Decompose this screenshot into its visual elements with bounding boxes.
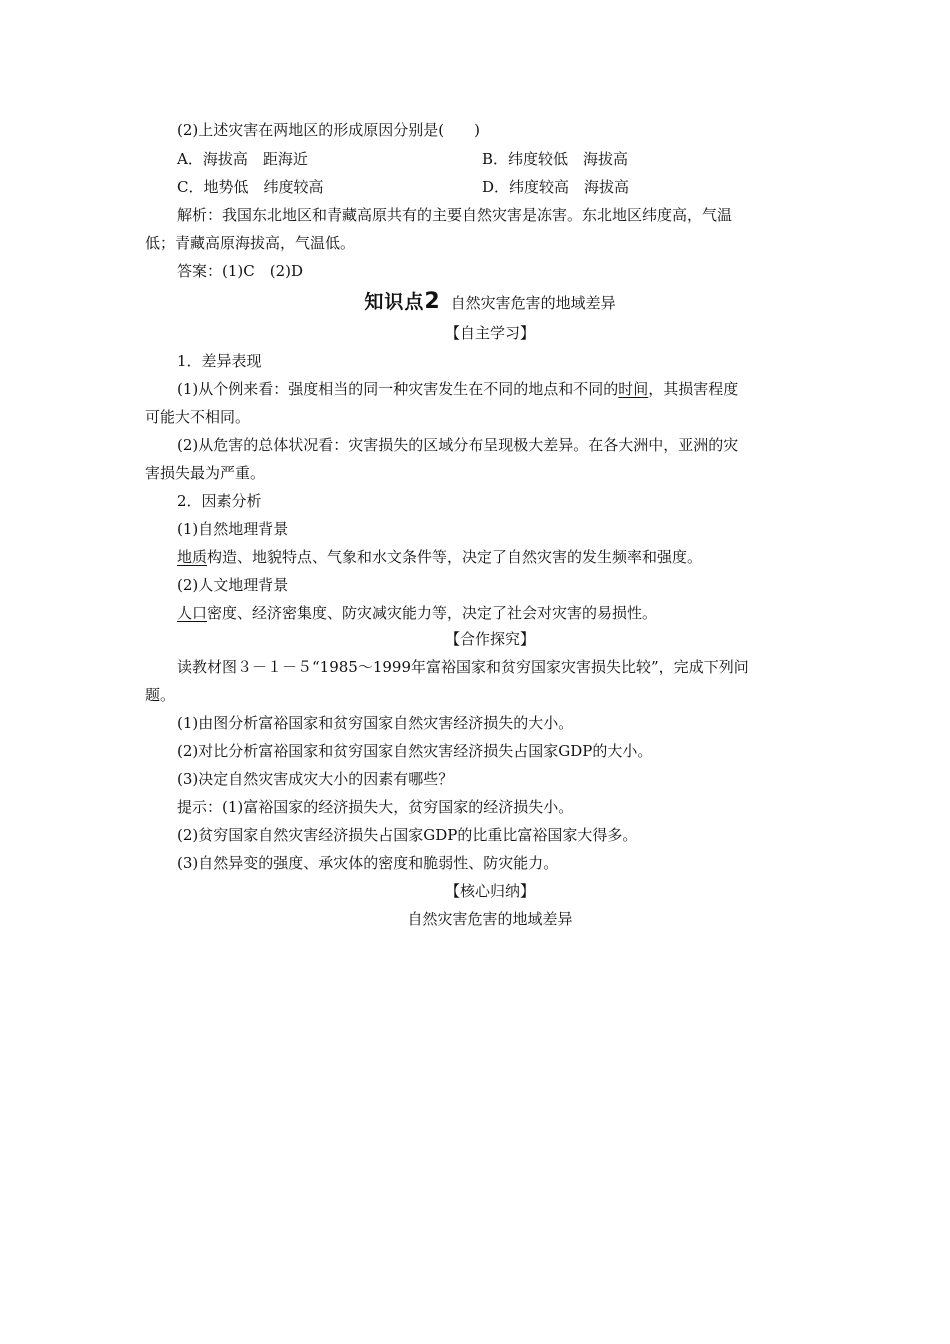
- item2-2-text: 人口密度、经济密集度、防灾减灾能力等，决定了社会对灾害的易损性。: [177, 604, 658, 622]
- cooperation-intro-line1: 读教材图３－１－５“1985～1999年富裕国家和贫穷国家灾害损失比较”，完成下列问: [177, 658, 749, 676]
- cooperation-intro-line2: 题。: [145, 686, 176, 704]
- underlined-term-population: 人口: [177, 604, 208, 622]
- item1-2-line2: 害损失最为严重。: [145, 464, 266, 482]
- item2-1-title: (1)自然地理背景: [177, 520, 289, 538]
- cooperation-heading: 【合作探究】: [444, 630, 535, 648]
- cooperation-q2: (2)对比分析富裕国家和贫穷国家自然灾害经济损失占国家GDP的大小。: [177, 742, 653, 760]
- section-number: 2: [424, 289, 441, 314]
- hint-line1: 提示：(1)富裕国家的经济损失大，贫穷国家的经济损失小。: [177, 798, 574, 816]
- item2-1-text: 地质构造、地貌特点、气象和水文条件等，决定了自然灾害的发生频率和强度。: [177, 548, 703, 566]
- option-b: B．纬度较低 海拔高: [482, 150, 629, 168]
- answer-line: 答案：(1)C (2)D: [177, 262, 303, 280]
- cooperation-q1: (1)由图分析富裕国家和贫穷国家自然灾害经济损失的大小。: [177, 714, 574, 732]
- cooperation-q3: (3)决定自然灾害成灾大小的因素有哪些？: [177, 770, 454, 788]
- item1-title: 1．差异表现: [177, 352, 262, 370]
- question2-stem: (2)上述灾害在两地区的形成原因分别是( ): [177, 121, 480, 139]
- item1-2-line1: (2)从危害的总体状况看：灾害损失的区域分布呈现极大差异。在各大洲中，亚洲的灾: [177, 436, 739, 454]
- hint-line2: (2)贫穷国家自然灾害经济损失占国家GDP的比重比富裕国家大得多。: [177, 826, 638, 844]
- underlined-term-geology: 地质: [177, 548, 208, 566]
- section-subtitle: 自然灾害危害的地域差异: [450, 294, 616, 312]
- option-d: D．纬度较高 海拔高: [482, 178, 630, 196]
- item1-1-line2: 可能大不相同。: [145, 408, 251, 426]
- core-title: 自然灾害危害的地域差异: [407, 910, 573, 928]
- analysis-line-1: 解析：我国东北地区和青藏高原共有的主要自然灾害是冻害。东北地区纬度高，气温: [177, 206, 733, 224]
- item1-1-line1: (1)从个例来看：强度相当的同一种灾害发生在不同的地点和不同的时间，其损害程度: [177, 380, 739, 398]
- core-heading: 【核心归纳】: [444, 882, 535, 900]
- hint-line3: (3)自然异变的强度、承灾体的密度和脆弱性、防灾能力。: [177, 854, 559, 872]
- item2-title: 2．因素分析: [177, 492, 262, 510]
- item2-2-title: (2)人文地理背景: [177, 576, 289, 594]
- self-study-heading: 【自主学习】: [444, 324, 535, 342]
- option-a: A．海拔高 距海近: [177, 150, 308, 168]
- section-label: 知识点: [364, 291, 425, 313]
- option-c: C．地势低 纬度较高: [177, 178, 324, 196]
- analysis-line-2: 低；青藏高原海拔高，气温低。: [145, 234, 356, 252]
- section-heading: [145, 289, 835, 316]
- underlined-term-time: 时间: [618, 380, 649, 398]
